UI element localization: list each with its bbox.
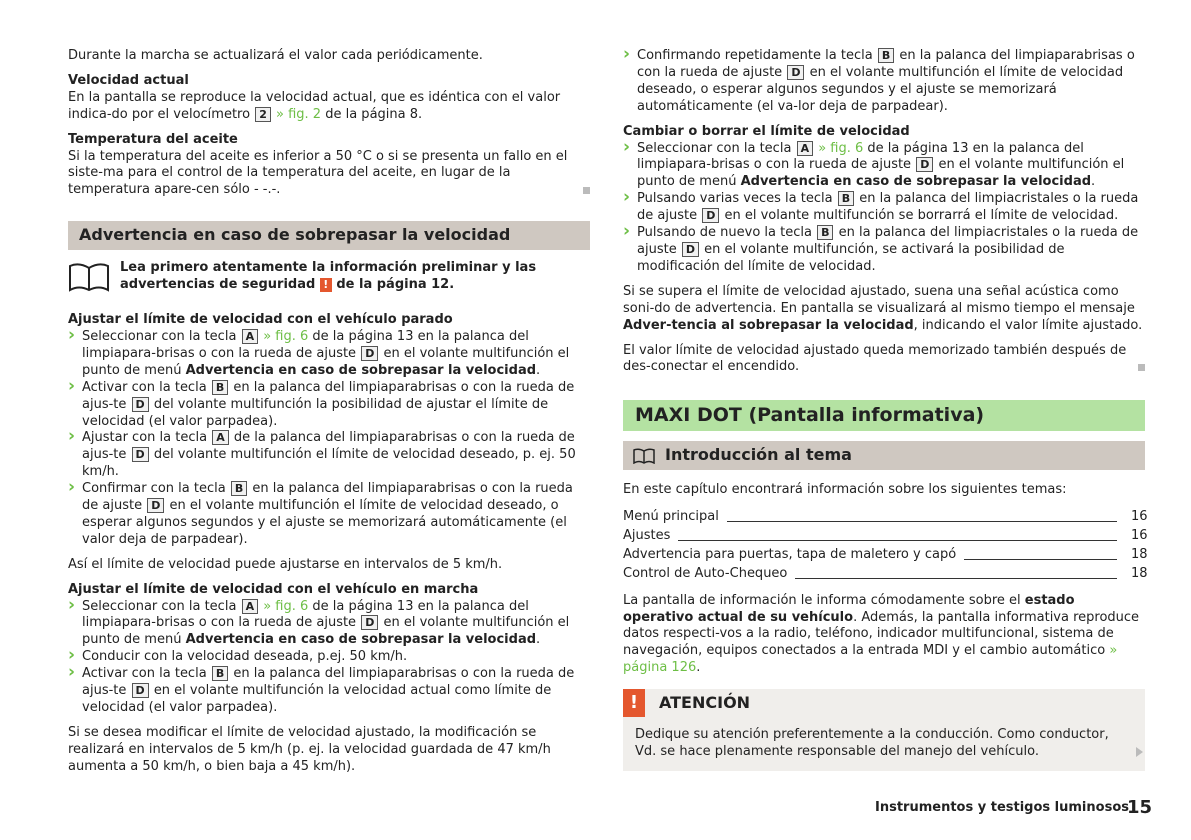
intro-section-title: Introducción al tema [623,441,1145,470]
key-b: B [878,48,894,63]
key-d: D [147,498,164,513]
key-b: B [817,225,833,240]
list-item: › Pulsando de nuevo la tecla B en la palanca del limpiacristales o la rueda de ajuste D en el volante multifunción, se activará la posibilidad de modificación del límite de velocidad. [623,225,1145,276]
list-item: › Conducir con la velocidad deseada, p.ej. 50 km/h. [68,649,590,666]
warning-icon: ! [623,689,645,717]
oil-heading: Temperatura del aceite [68,131,238,147]
toc-row[interactable]: Advertencia para puertas, tapa de maletero y capó 18 [623,546,1148,562]
intro-text: Durante la marcha se actualizará el valor cada periódicamente. [68,48,483,63]
fig-link[interactable]: » fig. 6 [818,140,864,156]
fig-link[interactable]: » fig. 2 [276,106,322,122]
key-b: B [212,380,228,395]
toc-row[interactable]: Menú principal 16 [623,509,1148,525]
end-marker-icon [1138,364,1145,371]
book-icon [68,262,120,298]
key-b: B [212,666,228,681]
key-d: D [916,157,933,172]
key-d: D [682,242,699,257]
key-d: D [702,208,719,223]
warning-title: ATENCIÓN [659,692,751,712]
chapter-text: En este capítulo encontrará información sobre los siguientes temas: [623,482,1067,498]
key-d: D [361,615,378,630]
page-number: 15 [1127,797,1153,818]
modify-text: Si se desea modificar el límite de velocidad ajustado, la modificación se realizará en intervalos de 5 km/h (p. ej. la velocidad guardada de 47 km/h aumenta a 50 km/h, o bien baja a 45 km/h). [68,724,551,774]
info-paragraph: La pantalla de información le informa cómodamente sobre el estado operativo actual de su vehículo. Además, la pantalla informativa reproduce datos respecti-vos a la radio, teléfono, indicador multifuncional, sistema de navegación, equipos conectados a la entrada MDI y el cambio automático » página 126. [623,592,1140,676]
list-item: › Seleccionar con la tecla A » fig. 6 de la página 13 en la palanca del limpiapara-brisas o con la rueda de ajuste D en el volante multifunción el punto de menú Advertencia en caso de sobrepasar la velocidad. [623,141,1145,192]
speed-heading: Velocidad actual [68,72,189,88]
warning-text: Dedique su atención preferentemente a la conducción. Como conductor, Vd. se hace plenamente responsable del manejo del vehículo. [635,727,1109,760]
key-d: D [787,65,804,80]
oil-paragraph: Si la temperatura del aceite es inferior a 50 °C o si se presenta un fallo en el siste-ma para el control de la temperatura del aceite, en lugar de la temperatura apare-cen sólo - -.-. [68,149,590,200]
footer-chapter: Instrumentos y testigos luminosos [875,800,1129,815]
key-a: A [242,599,259,614]
key-2: 2 [255,107,271,122]
exceed-paragraph: Si se supera el límite de velocidad ajustado, suena una señal acústica como soni-do de advertencia. En pantalla se visualizará al mismo tiempo el mensaje Adver-tencia al sobrepasar la velocidad, indicando el valor límite ajustado. [623,283,1143,333]
interval-text: Así el límite de velocidad puede ajustarse en intervalos de 5 km/h. [68,556,503,572]
key-d: D [132,397,149,412]
list-item: › Seleccionar con la tecla A » fig. 6 de la página 13 en la palanca del limpiapara-brisas o con la rueda de ajuste D en el volante multifunción el punto de menú Advertencia en caso de sobrepasar la velocidad. [68,599,590,650]
maxi-dot-title: MAXI DOT (Pantalla informativa) [623,400,1145,431]
key-a: A [212,430,229,445]
speed-paragraph: En la pantalla se reproduce la velocidad actual, que es idéntica con el valor indica-do por el velocímetro 2 » fig. 2 de la página 8. [68,89,561,122]
page-link[interactable]: » página 126 [623,643,1118,676]
list-item: › Confirmando repetidamente la tecla B en la palanca del limpiaparabrisas o con la rueda de ajuste D en el volante multifunción el límite de velocidad deseado, o esperar algunos segundos y el ajuste se memorizará automáticamente (el va-lor deja de parpadear). [623,48,1145,116]
read-first-note: Lea primero atentamente la información preliminar y las advertencias de seguridad ! de la página 12. [68,260,590,298]
list-item: › Pulsando varias veces la tecla B en la palanca del limpiacristales o la rueda de ajuste D en el volante multifunción se borrarrá el límite de velocidad. [623,191,1145,225]
key-b: B [838,191,854,206]
moving-heading: Ajustar el límite de velocidad con el vehículo en marcha [68,581,479,597]
stopped-heading: Ajustar el límite de velocidad con el vehículo parado [68,312,453,328]
list-item: › Ajustar con la tecla A de la palanca del limpiaparabrisas o con la rueda de ajus-te D del volante multifunción el límite de velocidad deseado, p. ej. 50 km/h. [68,430,590,481]
key-b: B [231,481,247,496]
warning-icon: ! [320,278,332,292]
end-marker-icon [583,187,590,194]
left-column [68,48,590,784]
toc-row[interactable]: Ajustes 16 [623,527,1148,543]
key-d: D [132,683,149,698]
book-icon [633,448,655,464]
toc-row[interactable]: Control de Auto-Chequeo 18 [623,565,1148,581]
list-item: › Activar con la tecla B en la palanca del limpiaparabrisas o con la rueda de ajus-te D del volante multifunción la posibilidad de ajustar el límite de velocidad (el valor parpadea). [68,380,590,431]
list-item: › Confirmar con la tecla B en la palanca del limpiaparabrisas o con la rueda de ajuste D en el volante multifunción el límite de velocidad deseado, o esperar algunos segundos y el ajuste se memorizará automáticamente (el valor deja de parpadear). [68,481,590,549]
change-heading: Cambiar o borrar el límite de velocidad [623,123,910,139]
fig-link[interactable]: » fig. 6 [263,598,309,614]
fig-link[interactable]: » fig. 6 [263,328,309,344]
memo-paragraph: El valor límite de velocidad ajustado queda memorizado también después de des-conectar el encendido. [623,343,1145,377]
toc [623,509,1148,583]
key-d: D [132,447,149,462]
warning-box [623,689,1145,771]
section-title: Advertencia en caso de sobrepasar la velocidad [68,221,590,250]
list-item: › Seleccionar con la tecla A » fig. 6 de la página 13 en la palanca del limpiapara-brisas o con la rueda de ajuste D en el volante multifunción el punto de menú Advertencia en caso de sobrepasar la velocidad. [68,329,590,380]
right-column [623,48,1148,771]
list-item: › Activar con la tecla B en la palanca del limpiaparabrisas o con la rueda de ajus-te D en el volante multifunción la velocidad actual como límite de velocidad (el valor parpadea). [68,666,590,717]
key-a: A [797,141,814,156]
key-a: A [242,329,259,344]
continue-arrow-icon [1136,747,1143,757]
key-d: D [361,346,378,361]
